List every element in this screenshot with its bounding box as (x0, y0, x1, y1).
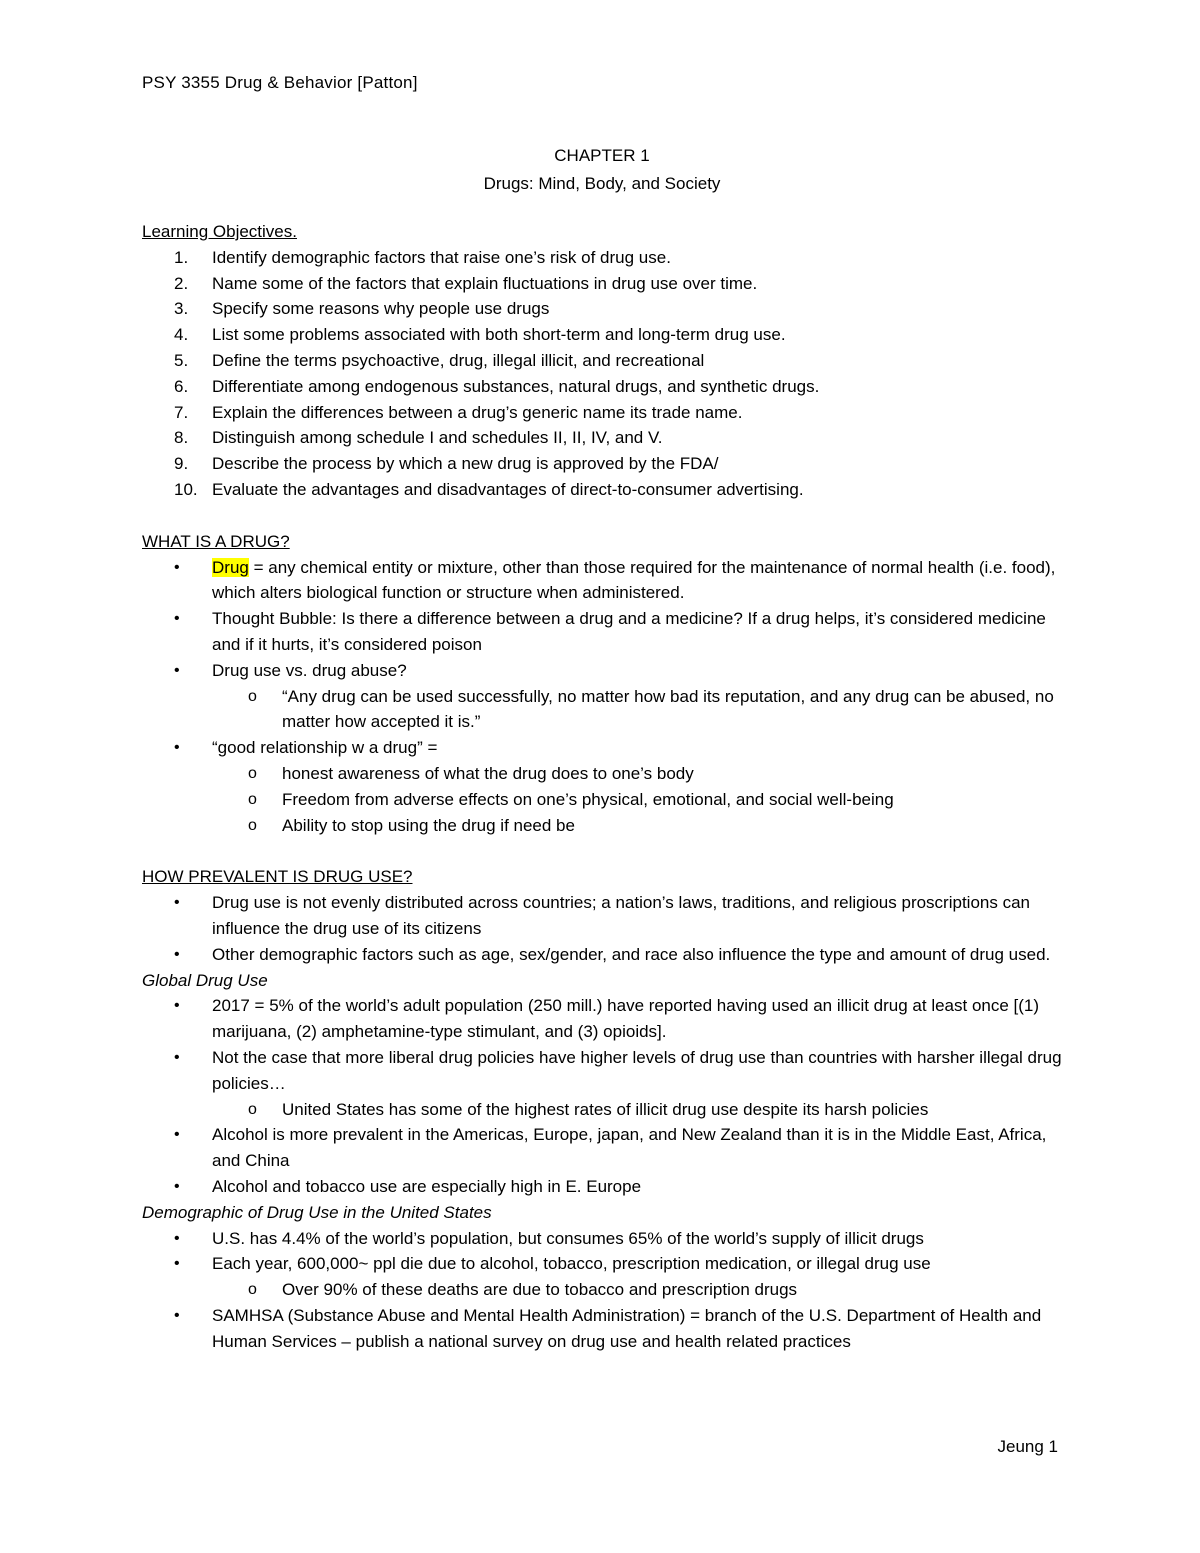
bullet-icon: • (174, 1177, 180, 1195)
page-content (142, 143, 1062, 1355)
bullet-icon: • (174, 1126, 180, 1144)
global-drug-use-heading: Global Drug Use (142, 970, 268, 990)
list-item: 2. Name some of the factors that explain fluctuations in drug use over time. (174, 273, 758, 293)
list-item: 9. Describe the process by which a new drug is approved by the FDA/ (174, 454, 719, 474)
list-item: • SAMHSA (Substance Abuse and Mental Health Administration) = branch of the U.S. Department of Health and Human Services – publish a national survey on drug use and health related practices (142, 1303, 1062, 1355)
list-item: • Other demographic factors such as age, sex/gender, and race also influence the type and amount of drug used. (142, 942, 1062, 968)
list-item: • Alcohol is more prevalent in the Americas, Europe, japan, and New Zealand than it is in the Middle East, Africa, and China (142, 1122, 1062, 1174)
what-is-drug-heading: WHAT IS A DRUG? (142, 531, 290, 551)
prevalence-list (142, 890, 1062, 967)
bullet-icon: • (174, 1306, 180, 1324)
bullet-icon: • (174, 1255, 180, 1273)
bullet-icon: • (174, 661, 180, 679)
bullet-icon: • (174, 558, 180, 576)
list-item: o United States has some of the highest rates of illicit drug use despite its harsh policies (142, 1097, 1062, 1123)
sub-bullet-icon: o (248, 687, 257, 705)
bullet-icon: • (174, 997, 180, 1015)
sub-bullet-icon: o (248, 765, 257, 783)
list-item: 7. Explain the differences between a drug’s generic name its trade name. (174, 402, 743, 422)
list-item: 3. Specify some reasons why people use drugs (174, 299, 550, 319)
what-is-drug-list (142, 555, 1062, 839)
bullet-icon: • (174, 1049, 180, 1066)
us-demographic-list (142, 1226, 1062, 1355)
bullet-icon: • (174, 610, 180, 628)
list-item: • Thought Bubble: Is there a difference between a drug and a medicine? If a drug helps, it’s considered medicine and if it hurts, it’s considered poison (142, 606, 1062, 658)
objectives-heading: Learning Objectives. (142, 222, 297, 242)
page-footer: Jeung 1 (997, 1437, 1058, 1456)
list-item: o honest awareness of what the drug does to one’s body (142, 761, 1062, 787)
sub-bullet-icon: o (248, 1100, 257, 1118)
list-item: • Drug use is not evenly distributed across countries; a nation’s laws, traditions, and religious proscriptions can influence the drug use of its citizens (142, 890, 1062, 942)
highlighted-term: Drug (212, 557, 249, 577)
bullet-icon: • (174, 894, 180, 912)
list-item: o “Any drug can be used successfully, no matter how bad its reputation, and any drug can be abused, no matter how accepted it is.” (142, 684, 1062, 736)
list-item: 4. List some problems associated with both short-term and long-term drug use. (174, 325, 786, 345)
list-item: • Drug = any chemical entity or mixture, other than those required for the maintenance of normal health (i.e. food), which alters biological function or structure when administered. (142, 555, 1062, 607)
chapter-subtitle: Drugs: Mind, Body, and Society (483, 174, 721, 194)
list-item: 1. Identify demographic factors that raise one’s risk of drug use. (174, 247, 671, 267)
list-item: o Ability to stop using the drug if need be (142, 813, 1062, 839)
list-item: • U.S. has 4.4% of the world’s population, but consumes 65% of the world’s supply of illicit drugs (142, 1226, 1062, 1252)
global-drug-use-list (142, 993, 1062, 1199)
list-item: • Each year, 600,000~ ppl die due to alcohol, tobacco, prescription medication, or illegal drug use o Over 90% of these deaths are due to tobacco and prescription drugs (142, 1251, 1062, 1303)
list-item: o Over 90% of these deaths are due to tobacco and prescription drugs (142, 1277, 1062, 1303)
list-item: • “good relationship w a drug” = o honest awareness of what the drug does to one’s body o Freedom from adverse effects on one’s physical, emotional, and social well-being o Ability to stop using the drug if need be (142, 735, 1062, 838)
sub-bullet-icon: o (248, 790, 257, 808)
list-item: • Alcohol and tobacco use are especially high in E. Europe (142, 1174, 1062, 1200)
prevalence-heading: HOW PREVALENT IS DRUG USE? (142, 867, 413, 887)
bullet-icon: • (174, 945, 180, 963)
list-item: 8. Distinguish among schedule I and schedules II, II, IV, and V. (174, 428, 663, 448)
list-item: • Drug use vs. drug abuse? o “Any drug can be used successfully, no matter how bad its reputation, and any drug can be abused, no matter how accepted it is.” (142, 658, 1062, 735)
bullet-icon: • (174, 739, 180, 757)
objectives-list (142, 245, 1062, 503)
bullet-icon: • (174, 1229, 180, 1247)
list-item: 6. Differentiate among endogenous substances, natural drugs, and synthetic drugs. (174, 376, 820, 396)
list-item: 10. Evaluate the advantages and disadvantages of direct-to-consumer advertising. (174, 480, 804, 500)
chapter-title: CHAPTER 1 (554, 146, 650, 165)
page-header: PSY 3355 Drug & Behavior [Patton] (142, 73, 418, 92)
sub-bullet-icon: o (248, 1281, 257, 1299)
list-item: • 2017 = 5% of the world’s adult population (250 mill.) have reported having used an illicit drug at least once [(1) marijuana, (2) amphetamine-type stimulant, and (3) opioids]. (142, 993, 1062, 1045)
sub-bullet-icon: o (248, 816, 257, 834)
us-demographic-heading: Demographic of Drug Use in the United States (142, 1202, 492, 1222)
list-item: • Not the case that more liberal drug policies have higher levels of drug use than countries with harsher illegal drug policies… o United States has some of the highest rates of illicit drug use despite its harsh policies (142, 1045, 1062, 1122)
list-item: 5. Define the terms psychoactive, drug, illegal illicit, and recreational (174, 351, 705, 371)
list-item: o Freedom from adverse effects on one’s physical, emotional, and social well-being (142, 787, 1062, 813)
